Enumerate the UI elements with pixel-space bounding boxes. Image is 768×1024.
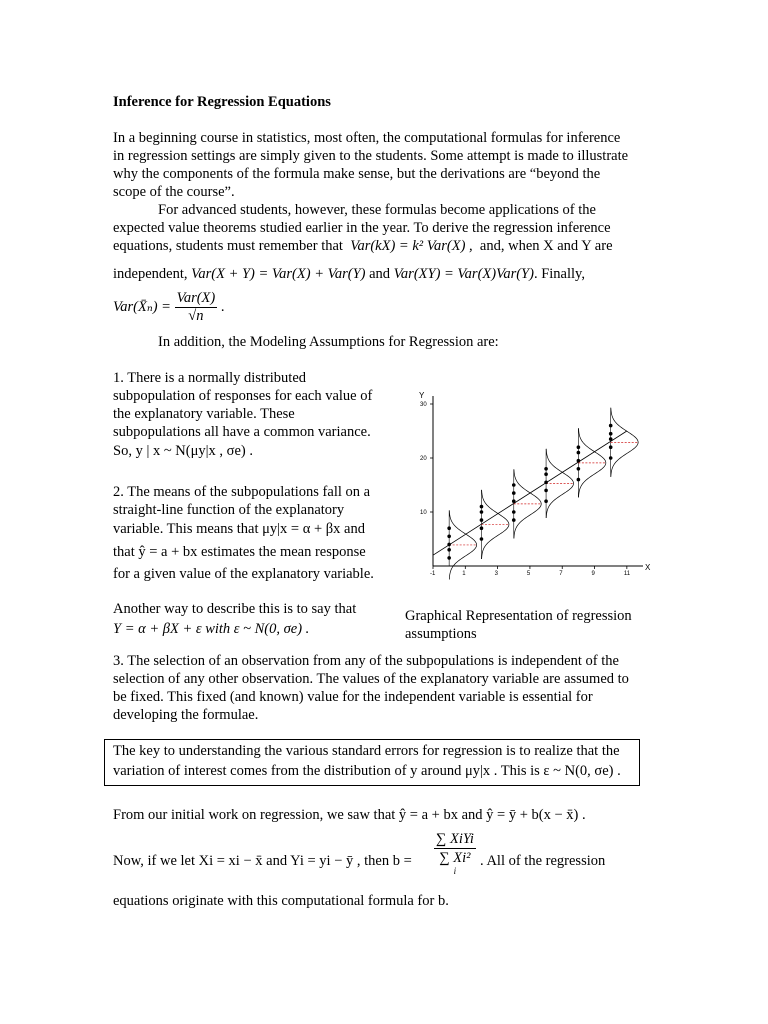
assumption1-line: 1. There is a normally distributed — [113, 370, 307, 386]
assumption1-line: the explanatory variable. These — [113, 406, 295, 422]
data-point — [512, 510, 516, 514]
boxed-line: The key to understanding the various standard errors for regression is to realize that the — [113, 743, 620, 759]
data-point — [544, 472, 548, 476]
data-point — [609, 432, 613, 436]
data-point — [577, 451, 581, 455]
x-tick-label: 5 — [526, 571, 531, 577]
data-point — [577, 467, 581, 471]
assumption3-line: developing the formulae. — [113, 707, 259, 723]
data-point — [577, 445, 581, 449]
data-point — [512, 491, 516, 495]
x-tick-label: 1 — [462, 571, 466, 577]
para2-text: equations, students must remember that — [113, 238, 343, 254]
chart-caption — [405, 607, 632, 643]
data-point — [609, 437, 613, 441]
variance-sum-formula: Var(X + Y) = Var(X) + Var(Y) — [191, 266, 366, 282]
assumption2-line: for a given value of the explanatory variable. — [113, 566, 374, 582]
closing-line: equations originate with this computational formula for b. — [113, 893, 449, 909]
assumption2-line: that ŷ = a + bx estimates the mean response — [113, 544, 366, 560]
x-axis-label: X — [645, 563, 651, 572]
data-point — [577, 459, 581, 463]
sum-index: i — [453, 866, 457, 876]
assumption2-line: variable. This means that μy|x = α + βx and — [113, 521, 365, 537]
assumption1-line: subpopulations all have a common variance. — [113, 424, 371, 440]
data-point — [447, 548, 451, 552]
para2-line4 — [113, 265, 585, 283]
x-tick-label: 3 — [494, 571, 498, 577]
b-fraction — [434, 830, 476, 876]
formula-period: . — [220, 299, 225, 315]
data-point — [447, 526, 451, 530]
para1-line: scope of the course”. — [113, 184, 235, 200]
para2-line: expected value theorems studied earlier in the year. To derive the regression inference — [113, 220, 611, 236]
nowlet-post: . All of the regression — [480, 853, 606, 869]
data-point — [544, 499, 548, 503]
data-point — [544, 481, 548, 485]
data-point — [512, 483, 516, 487]
variance-scaling-formula: Var(kX) = k² Var(X) , — [350, 238, 473, 254]
b-denominator: ∑ Xi² — [439, 850, 471, 866]
variance-mean-formula — [113, 290, 225, 325]
model-formula: Y = α + βX + ε with ε ~ N(0, σe) . — [113, 621, 310, 637]
para2-text: and — [369, 266, 391, 282]
initial-line: From our initial work on regression, we saw that ŷ = a + bx and ŷ = ȳ + b(x − x̄) . — [113, 807, 586, 823]
assumption1-line: So, y | x ~ N(μy|x , σe) . — [113, 443, 253, 459]
data-point — [447, 556, 451, 560]
para1-line: in regression settings are simply given to the students. Some attempt is made to illustrate — [113, 148, 629, 164]
data-point — [480, 526, 484, 530]
y-axis-label: Y — [419, 391, 425, 400]
x-tick-label: 11 — [623, 571, 631, 577]
data-point — [447, 535, 451, 539]
caption-line: assumptions — [405, 626, 477, 642]
data-point — [544, 467, 548, 471]
formula-numerator: Var(X) — [176, 290, 216, 306]
formula-lhs: Var(X̄ₙ) = — [113, 299, 171, 315]
para2-text: and, when X and Y are — [479, 238, 613, 254]
para3-line: In addition, the Modeling Assumptions for Regression are: — [158, 334, 499, 350]
para2-line3 — [113, 237, 613, 255]
y-tick-label: 10 — [420, 510, 427, 516]
assumption3-line: 3. The selection of an observation from any of the subpopulations is independent of the — [113, 653, 619, 669]
x-tick-label: 7 — [559, 571, 563, 577]
para2-text: independent, — [113, 266, 188, 282]
caption-line: Graphical Representation of regression — [405, 608, 632, 624]
data-point — [447, 543, 451, 547]
y-tick-label: 30 — [420, 402, 427, 408]
y-tick-label: 20 — [420, 456, 427, 462]
data-point — [480, 537, 484, 541]
data-point — [609, 456, 613, 460]
x-tick-label: 9 — [591, 571, 595, 577]
para2-text: . Finally, — [533, 266, 585, 282]
data-point — [609, 445, 613, 449]
b-numerator: ∑ XiYi — [436, 831, 474, 847]
data-point — [577, 478, 581, 482]
nowlet-text: Now, if we let Xi = xi − x̄ and Yi = yi − ȳ , then b = — [113, 853, 412, 869]
data-point — [512, 499, 516, 503]
regression-assumption-chart — [415, 388, 665, 593]
formula-fraction — [175, 290, 218, 325]
assumption2-line: 2. The means of the subpopulations fall on a — [113, 484, 371, 500]
assumption2-line: straight-line function of the explanatory — [113, 502, 345, 518]
para2-line: For advanced students, however, these formulas become applications of the — [158, 202, 596, 218]
variance-product-formula: Var(XY) = Var(X)Var(Y) — [393, 266, 534, 282]
para1-line: why the components of the formula make sense, but the derivations are “beyond the — [113, 166, 601, 182]
assumption3-line: be fixed. This fixed (and known) value for the independent variable is essential for — [113, 689, 593, 705]
data-point — [512, 518, 516, 522]
para1-line: In a beginning course in statistics, most often, the computational formulas for inference — [113, 130, 621, 146]
data-point — [609, 424, 613, 428]
boxed-line: variation of interest comes from the distribution of y around μy|x . This is ε ~ N(0, σe) . — [113, 763, 621, 779]
data-point — [480, 518, 484, 522]
assumption3-line: selection of any other observation. The values of the explanatory variable are assumed to — [113, 671, 629, 687]
formula-denominator: √n — [188, 308, 204, 324]
data-point — [480, 510, 484, 514]
page-title: Inference for Regression Equations — [113, 94, 331, 110]
data-point — [480, 505, 484, 509]
data-point — [544, 489, 548, 493]
assumption1-line: subpopulation of responses for each value of — [113, 388, 373, 404]
another-line: Another way to describe this is to say that — [113, 601, 357, 617]
x-tick-label: -1 — [430, 571, 436, 577]
